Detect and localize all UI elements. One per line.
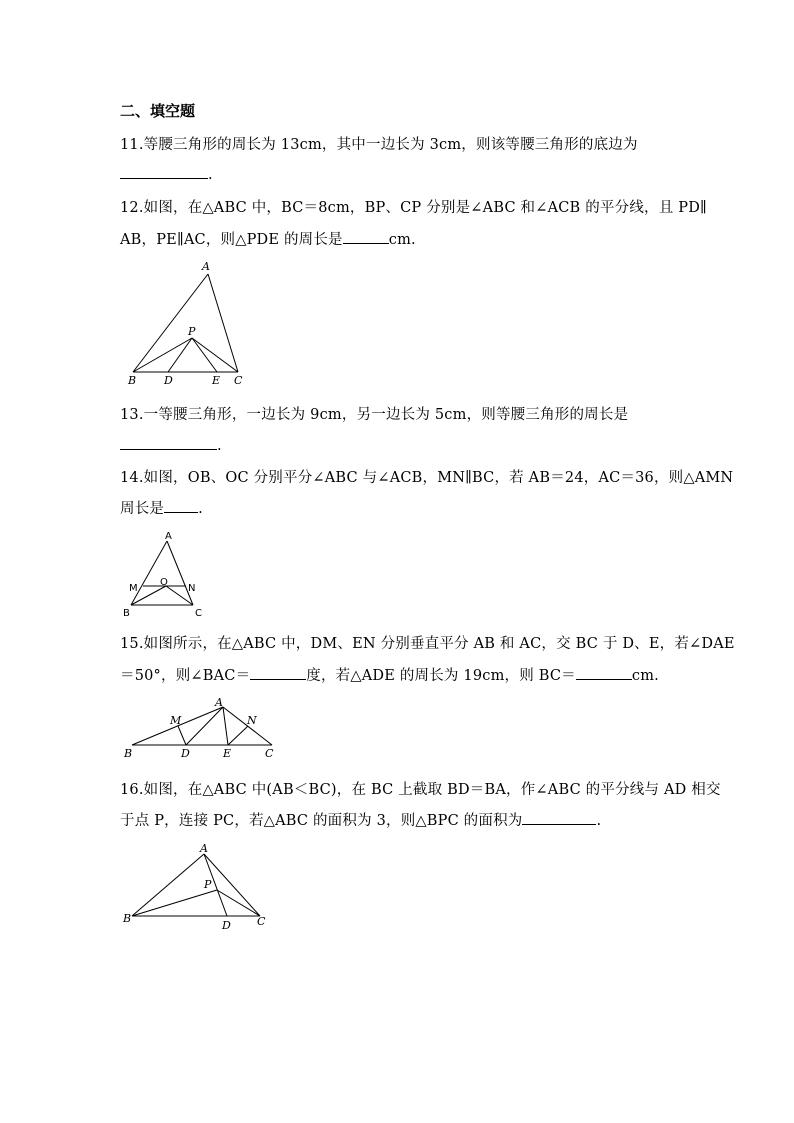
segment-bp: [132, 890, 217, 916]
label-b: B: [123, 912, 132, 925]
label-o: O: [160, 577, 168, 588]
question-11-line-1: 11.等腰三角形的周长为 13cm，其中一边长为 3cm，则该等腰三角形的底边为: [120, 137, 638, 153]
label-m: M: [170, 714, 182, 727]
question-15-line-2: ＝50°，则∠BAC＝ 度，若△ADE 的周长为 19cm，则 BC＝ cm.: [120, 664, 659, 685]
segment-ab: [133, 274, 208, 372]
figure-q14-triangle: [120, 528, 220, 622]
label-d: D: [222, 919, 231, 932]
segment-pe: [192, 338, 217, 372]
label-p: P: [188, 325, 196, 338]
question-16-line-2: 于点 P，连接 PC，若△ABC 的面积为 3，则△BPC 的面积为 .: [120, 809, 601, 830]
question-13-line-2: .: [120, 435, 222, 454]
segment-ac: [208, 274, 238, 372]
question-14-line-2: 周长是 .: [120, 497, 203, 518]
label-b: B: [123, 608, 130, 619]
label-p: P: [204, 878, 212, 891]
label-a: A: [202, 260, 210, 273]
label-a: A: [165, 531, 172, 542]
section-title: 二、填空题: [120, 102, 196, 120]
answer-blank-16[interactable]: [522, 810, 596, 825]
question-13-line-1: 13.一等腰三角形，一边长为 9cm，另一边长为 5cm，则等腰三角形的周长是: [120, 407, 629, 423]
segment-ad: [186, 707, 223, 745]
segment-ab: [132, 854, 204, 916]
question-12-line-2: AB，PE∥AC，则△PDE 的周长是 cm.: [120, 228, 416, 249]
label-c: C: [265, 747, 274, 760]
question-14-line-1: 14.如图，OB、OC 分别平分∠ABC 与∠ACB，MN∥BC，若 AB＝24，AC＝36，则△AMN: [120, 470, 734, 486]
answer-blank-13[interactable]: [120, 435, 217, 450]
segment-md: [178, 726, 186, 745]
question-16-line-1: 16.如图，在△ABC 中(AB＜BC)，在 BC 上截取 BD＝BA，作∠ABC 的平分线与 AD 相交: [120, 782, 721, 798]
question-15-line-1: 15.如图所示，在△ABC 中，DM、EN 分别垂直平分 AB 和 AC，交 BC 于 D、E，若∠DAE: [120, 636, 735, 652]
answer-blank-15a[interactable]: [250, 665, 306, 680]
figure-q16-triangle: [120, 840, 280, 935]
answer-blank-15b[interactable]: [576, 665, 632, 680]
figure-q15-triangle: [120, 695, 290, 765]
label-d: D: [164, 374, 173, 387]
answer-blank-12[interactable]: [343, 229, 389, 244]
answer-blank-11[interactable]: [120, 164, 208, 179]
segment-bp: [133, 338, 192, 372]
label-b: B: [128, 374, 137, 387]
label-b: B: [124, 747, 133, 760]
segment-pc: [217, 890, 260, 916]
segment-ac: [204, 854, 260, 916]
answer-blank-14[interactable]: [164, 498, 198, 513]
segment-ne: [228, 726, 248, 745]
question-11-line-2: .: [120, 164, 213, 183]
label-e: E: [212, 374, 221, 387]
label-d: D: [181, 747, 190, 760]
label-n: N: [188, 583, 196, 594]
segment-pd: [168, 338, 192, 372]
label-c: C: [195, 608, 202, 619]
segment-pc: [192, 338, 238, 372]
label-c: C: [257, 915, 266, 928]
label-a: A: [200, 842, 208, 855]
question-12-line-1: 12.如图，在△ABC 中，BC＝8cm，BP、CP 分别是∠ABC 和∠ACB 的平分线，且 PD∥: [120, 200, 707, 216]
segment-ae: [223, 707, 228, 745]
label-a: A: [215, 696, 223, 709]
label-m: M: [129, 583, 138, 594]
figure-q12-triangle: [120, 258, 260, 390]
label-e: E: [223, 747, 232, 760]
label-c: C: [234, 374, 243, 387]
label-n: N: [247, 714, 257, 727]
